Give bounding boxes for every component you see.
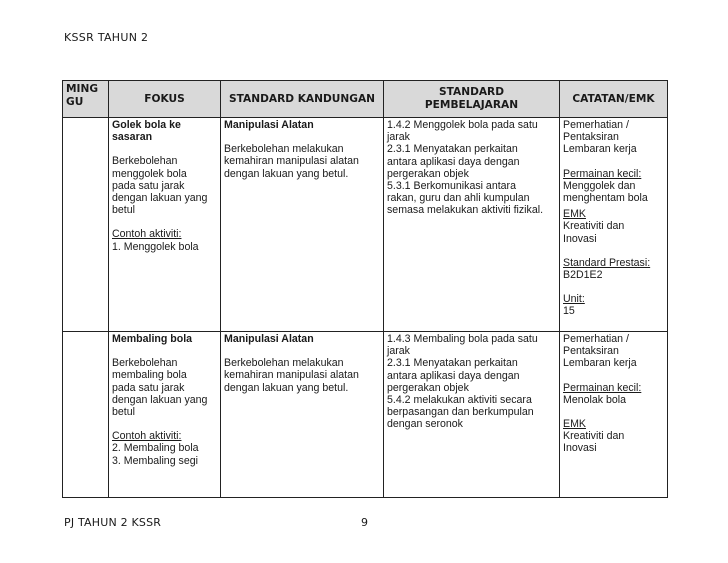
permainan-label: Permainan kecil: [563,381,642,394]
unit-text: 15 [563,305,575,318]
permainan-text: Menolak bola [563,393,627,406]
emk-text: Kreativiti dan Inovasi [563,430,625,455]
row2-minggu-cell [63,332,109,498]
permainan-text: Menggolek dan menghentam bola [563,179,648,205]
sk-title: Manipulasi Alatan [224,333,314,345]
header-catatan-emk: CATATAN/EMK [560,81,668,118]
page-footer: PJ TAHUN 2 KSSR [64,516,162,529]
page-number: 9 [361,516,368,529]
row1-fokus-cell [109,118,221,332]
emk-label: EMK [563,418,586,431]
row1-catatan-cell [560,118,668,332]
page-header: KSSR TAHUN 2 [64,31,149,44]
row1-minggu-cell [63,118,109,332]
fokus-title: Membaling bola [112,333,193,345]
permainan-label: Permainan kecil: [563,167,642,180]
header-minggu: MING GU [63,81,109,118]
sk-title: Manipulasi Alatan [224,119,314,131]
fokus-description: Berkebolehan membaling bola pada satu jarak dengan lakuan yang betul [112,357,208,419]
sk-description: Berkebolehan melakukan kemahiran manipulasi alatan dengan lakuan yang betul. [224,143,359,180]
sp-text: 1.4.3 Membaling bola pada satu jarak 2.3.1 Menyatakan perkaitan antara aplikasi daya dengan pergerakan objek 5.4.2 melakukan aktiviti secara berpasangan dan berkumpulan dengan seronok [387,333,538,431]
sk-description: Berkebolehan melakukan kemahiran manipulasi alatan dengan lakuan yang betul. [224,357,359,394]
row2-catatan-cell [560,332,668,498]
emk-text: Kreativiti dan Inovasi [563,220,625,245]
sp-text: 1.4.2 Menggolek bola pada satu jarak 2.3.1 Menyatakan perkaitan antara aplikasi daya dengan pergerakan objek 5.3.1 Berkomunikasi antara rakan, guru dan ahli kumpulan semasa melakukan aktiviti fizikal. [387,119,544,217]
activity-list: 1. Menggolek bola [112,240,199,253]
row1-standard-pembelajaran-cell [384,118,560,332]
row2-fokus-cell [109,332,221,498]
row2-standard-pembelajaran-cell [384,332,560,498]
prestasi-label: Standard Prestasi: [563,256,651,269]
emk-label: EMK [563,208,586,221]
activity-label: Contoh aktiviti: [112,228,182,241]
lesson-plan-table [62,80,668,498]
table-row [63,332,668,498]
pentaksiran-text: Pemerhatian / Pentaksiran Lembaran kerja [563,333,637,370]
row2-standard-kandungan-cell [221,332,384,498]
fokus-description: Berkebolehan menggolek bola pada satu jarak dengan lakuan yang betul [112,155,208,217]
row1-standard-kandungan-cell [221,118,384,332]
unit-label: Unit: [563,293,585,306]
prestasi-text: B2D1E2 [563,269,603,282]
pentaksiran-text: Pemerhatian / Pentaksiran Lembaran kerja [563,119,637,156]
activity-label: Contoh aktiviti: [112,430,182,443]
table-row [63,118,668,332]
header-standard-kandungan: STANDARD KANDUNGAN [221,81,384,118]
activity-list: 2. Membaling bola 3. Membaling segi [112,442,199,467]
table-header-row [63,81,668,118]
header-fokus: FOKUS [109,81,221,118]
fokus-title: Golek bola ke sasaran [112,119,181,144]
header-standard-pembelajaran: STANDARD PEMBELAJARAN [384,81,560,118]
